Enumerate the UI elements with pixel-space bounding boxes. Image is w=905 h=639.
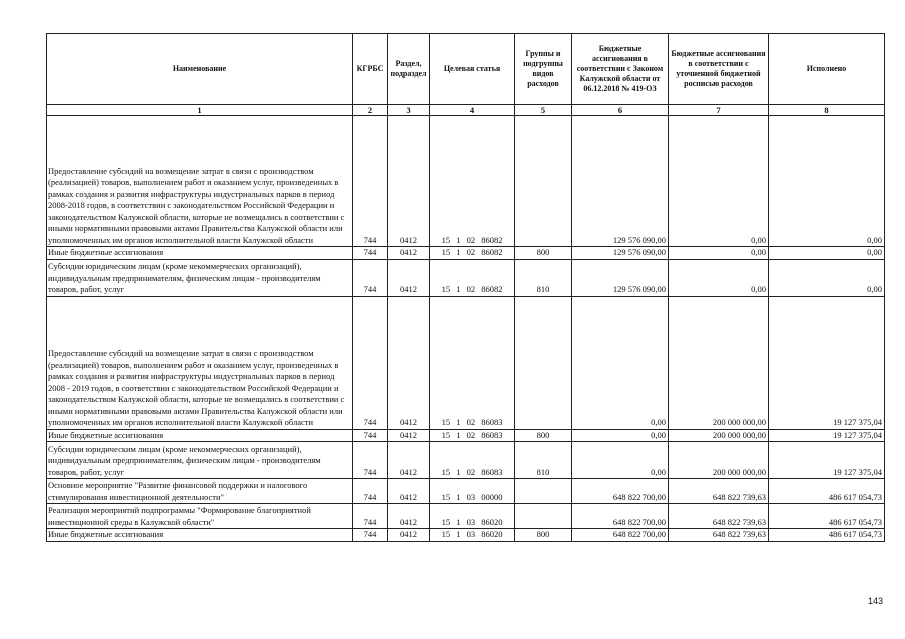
cell-law-amount: 0,00 (572, 429, 669, 442)
cell-name: Иные бюджетные ассигнования (47, 529, 353, 542)
table-row (47, 442, 885, 479)
cell-law-amount: 648 822 700,00 (572, 504, 669, 529)
cell-kgrbs: 744 (353, 247, 388, 260)
cell-expense-group: 810 (515, 442, 572, 479)
cell-section: 0412 (388, 116, 430, 247)
cell-expense-group: 800 (515, 529, 572, 542)
cell-expense-group (515, 116, 572, 247)
header-executed: Исполнено (769, 34, 885, 105)
header-name: Наименование (47, 34, 353, 105)
cell-target-article: 15 1 02 86083 (430, 296, 515, 429)
cell-law-amount: 129 576 090,00 (572, 116, 669, 247)
cell-executed-amount: 0,00 (769, 247, 885, 260)
cell-law-amount: 648 822 700,00 (572, 529, 669, 542)
cell-executed-amount: 19 127 375,04 (769, 296, 885, 429)
cell-refined-amount: 200 000 000,00 (669, 296, 769, 429)
cell-target-article: 15 1 02 86082 (430, 247, 515, 260)
column-number: 4 (430, 105, 515, 116)
table-row (47, 259, 885, 296)
cell-expense-group (515, 504, 572, 529)
table-row (47, 504, 885, 529)
header-section: Раздел, подраздел (388, 34, 430, 105)
cell-executed-amount: 19 127 375,04 (769, 442, 885, 479)
cell-law-amount: 648 822 700,00 (572, 479, 669, 504)
column-number: 3 (388, 105, 430, 116)
table-row (47, 429, 885, 442)
cell-executed-amount: 486 617 054,73 (769, 529, 885, 542)
cell-refined-amount: 0,00 (669, 247, 769, 260)
cell-name: Иные бюджетные ассигнования (47, 429, 353, 442)
cell-law-amount: 0,00 (572, 296, 669, 429)
cell-expense-group: 810 (515, 259, 572, 296)
cell-kgrbs: 744 (353, 442, 388, 479)
cell-law-amount: 129 576 090,00 (572, 247, 669, 260)
cell-executed-amount: 486 617 054,73 (769, 504, 885, 529)
table-row (47, 247, 885, 260)
cell-name: Предоставление субсидий на возмещение затрат в связи с производством (реализацией) товаров, выполнением работ и оказанием услуг, произведенных в рамках создания и развития инфраструктуры индустриальных парков в период 2008 - 2019 годов, в соответствии с законодательством Российской Федерации и законодательством Калужской области, которые не возмещались в соответствии с иными нормативными правовыми актами Правительства Калужской области или уполномоченных им органов исполнительной власти Калужской области (47, 296, 353, 429)
column-number: 5 (515, 105, 572, 116)
cell-target-article: 15 1 02 86082 (430, 116, 515, 247)
column-number: 7 (669, 105, 769, 116)
cell-refined-amount: 0,00 (669, 259, 769, 296)
cell-law-amount: 0,00 (572, 442, 669, 479)
cell-kgrbs: 744 (353, 529, 388, 542)
cell-refined-amount: 0,00 (669, 116, 769, 247)
page-number: 143 (868, 596, 884, 606)
cell-expense-group: 800 (515, 247, 572, 260)
cell-target-article: 15 1 02 86083 (430, 442, 515, 479)
cell-expense-group (515, 479, 572, 504)
cell-refined-amount: 200 000 000,00 (669, 442, 769, 479)
cell-kgrbs: 744 (353, 259, 388, 296)
cell-section: 0412 (388, 296, 430, 429)
header-kgrbs: КГРБС (353, 34, 388, 105)
cell-section: 0412 (388, 247, 430, 260)
cell-name: Субсидии юридическим лицам (кроме некоммерческих организаций), индивидуальным предпринимателям, физическим лицам - производителям товаров, работ, услуг (47, 259, 353, 296)
cell-name: Субсидии юридическим лицам (кроме некоммерческих организаций), индивидуальным предпринимателям, физическим лицам - производителям товаров, работ, услуг (47, 442, 353, 479)
cell-executed-amount: 0,00 (769, 116, 885, 247)
cell-section: 0412 (388, 479, 430, 504)
cell-kgrbs: 744 (353, 116, 388, 247)
column-number-row (47, 105, 885, 116)
cell-kgrbs: 744 (353, 429, 388, 442)
cell-target-article: 15 1 03 86020 (430, 529, 515, 542)
cell-target-article: 15 1 03 86020 (430, 504, 515, 529)
header-expense-groups: Группы и подгруппы видов расходов (515, 34, 572, 105)
cell-name: Основное мероприятие "Развитие финансовой поддержки и налогового стимулирования инвестиционной деятельности" (47, 479, 353, 504)
cell-expense-group: 800 (515, 429, 572, 442)
header-law-allocations: Бюджетные ассигнования в соответствии с Законом Калужской области от 06.12.2018 № 419-ОЗ (572, 34, 669, 105)
table-row (47, 479, 885, 504)
column-number: 6 (572, 105, 669, 116)
cell-section: 0412 (388, 259, 430, 296)
header-target-article: Целевая статья (430, 34, 515, 105)
cell-law-amount: 129 576 090,00 (572, 259, 669, 296)
column-number: 1 (47, 105, 353, 116)
cell-section: 0412 (388, 504, 430, 529)
cell-executed-amount: 486 617 054,73 (769, 479, 885, 504)
cell-name: Реализация мероприятий подпрограммы "Формирование благоприятной инвестиционной среды в Калужской области" (47, 504, 353, 529)
cell-kgrbs: 744 (353, 479, 388, 504)
cell-executed-amount: 0,00 (769, 259, 885, 296)
cell-name: Иные бюджетные ассигнования (47, 247, 353, 260)
column-number: 8 (769, 105, 885, 116)
cell-section: 0412 (388, 529, 430, 542)
table-header-row (47, 34, 885, 105)
cell-refined-amount: 648 822 739,63 (669, 529, 769, 542)
column-number: 2 (353, 105, 388, 116)
cell-executed-amount: 19 127 375,04 (769, 429, 885, 442)
cell-refined-amount: 648 822 739,63 (669, 504, 769, 529)
cell-kgrbs: 744 (353, 296, 388, 429)
table-row (47, 116, 885, 247)
cell-refined-amount: 648 822 739,63 (669, 479, 769, 504)
cell-refined-amount: 200 000 000,00 (669, 429, 769, 442)
cell-section: 0412 (388, 429, 430, 442)
table-row (47, 296, 885, 429)
cell-target-article: 15 1 02 86083 (430, 429, 515, 442)
cell-section: 0412 (388, 442, 430, 479)
cell-kgrbs: 744 (353, 504, 388, 529)
budget-table (46, 33, 885, 542)
cell-target-article: 15 1 02 86082 (430, 259, 515, 296)
header-refined-allocations: Бюджетные ассигнования в соответствии с уточненной бюджетной росписью расходов (669, 34, 769, 105)
cell-name: Предоставление субсидий на возмещение затрат в связи с производством (реализацией) товаров, выполнением работ и оказанием услуг, произведенных в рамках создания и развития инфраструктуры индустриальных парков в период 2008-2018 годов, в соответствии с законодательством Российской Федерации и законодательством Калужской области, которые не возмещались в соответствии с иными нормативными правовыми актами Правительства Калужской области или уполномоченных им органов исполнительной власти Калужской области (47, 116, 353, 247)
table-row (47, 529, 885, 542)
cell-expense-group (515, 296, 572, 429)
cell-target-article: 15 1 03 00000 (430, 479, 515, 504)
